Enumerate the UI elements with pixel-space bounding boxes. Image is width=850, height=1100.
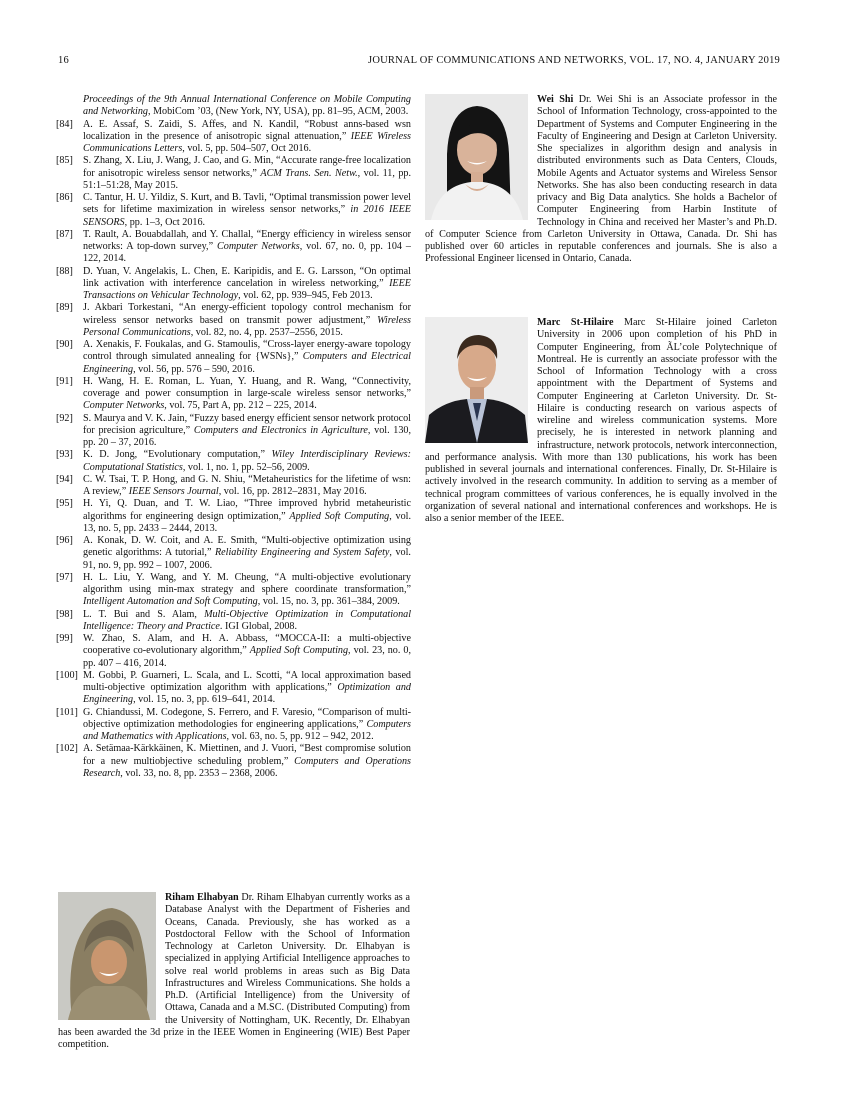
reference-number: [96] (56, 535, 73, 546)
reference-number: [90] (56, 339, 73, 350)
marc-st-hilaire-photo (425, 317, 528, 443)
reference-number: [85] (56, 155, 73, 167)
reference-pre: A. Setämaa-Kärkkäinen, K. Miettinen, and J. Vuori, “Best compromise solution for a new multiobjective scheduling problem,” (83, 743, 411, 767)
reference-text (83, 266, 411, 303)
reference-title: IEEE Sensors Journal (128, 486, 219, 497)
reference-number: [99] (56, 633, 73, 644)
reference-title: IEEE Transactions on Vehicular Technology (83, 277, 411, 301)
reference-text (83, 376, 411, 413)
reference-number: [87] (56, 228, 73, 240)
reference-list (56, 94, 411, 780)
reference-post: , vol. 5, pp. 504–507, Oct 2016. (182, 143, 312, 154)
reference-title: Computer Networks (217, 241, 300, 252)
reference-item (56, 633, 411, 670)
reference-text (56, 94, 411, 119)
reference-post: , vol. 13, no. 5, pp. 2433 – 2444, 2013. (83, 510, 411, 534)
reference-item (56, 155, 411, 192)
page-number: 16 (58, 55, 69, 66)
reference-pre: S. Zhang, X. Liu, J. Wang, J. Cao, and G. Min, “Accurate range-free localization for anisotropic wireless sensor networks,” (83, 155, 411, 179)
reference-number: [88] (56, 265, 73, 277)
reference-text (83, 449, 411, 474)
reference-pre: G. Chiandussi, M. Codegone, S. Ferrero, and F. Varesio, “Comparison of multi-objective optimization methodologies for engineering applications,” (83, 706, 411, 730)
reference-text (83, 229, 411, 266)
reference-title: Computers and Mathematics with Applications (83, 718, 411, 742)
reference-text (83, 413, 411, 450)
reference-number: [97] (56, 571, 73, 583)
reference-post: , vol. 75, Part A, pp. 212 – 225, 2014. (164, 400, 317, 412)
reference-item (56, 572, 411, 609)
reference-text (83, 609, 411, 634)
reference-number: [98] (56, 608, 73, 620)
marc-st-hilaire-name: Marc St-Hilaire (537, 317, 614, 328)
reference-pre: A. Xenakis, F. Foukalas, and G. Stamoulis, “Cross-layer energy-aware topology control through simulated annealing for {WSNs},” (83, 339, 411, 363)
reference-pre: A. Konak, D. W. Coit, and A. E. Smith, “Multi-objective optimization using genetic algorithms: A tutorial,” (83, 535, 411, 559)
reference-post: , vol. 23, no. 0, pp. 407 – 416, 2014. (83, 645, 412, 669)
reference-number: [102] (56, 743, 78, 755)
reference-title: in 2016 IEEE SENSORS (83, 204, 411, 228)
reference-item (56, 94, 411, 119)
reference-post: , vol. 56, pp. 576 – 590, 2016. (133, 363, 255, 375)
reference-post: , vol. 33, no. 8, pp. 2353 – 2368, 2006. (120, 767, 278, 779)
reference-item (56, 498, 411, 535)
reference-post: , vol. 91, no. 9, pp. 992 – 1007, 2006. (83, 547, 411, 571)
reference-pre: A. E. Assaf, S. Zaidi, S. Affes, and N. Kandil, “Robust anns-based wsn localization in the presence of anisotropic signal attenuation,” (83, 118, 411, 142)
reference-pre: S. Maurya and V. K. Jain, “Fuzzy based energy efficient sensor network protocol for precision agriculture,” (83, 412, 411, 436)
reference-item (56, 413, 411, 450)
reference-text (83, 670, 411, 707)
reference-number: [84] (56, 118, 73, 130)
reference-title: Computer Networks (83, 400, 165, 412)
reference-title: Wiley Interdisciplinary Reviews: Computational Statistics (83, 449, 411, 473)
wei-shi-bio-text: Dr. Wei Shi is an Associate professor in the School of Information Technology, cross-appointed to the Department of Systems and Computer Engineering in the Faculty of Engineering and Design at Carleton University. She specializes in algorithm design and analysis in distributed environments such as Data Centers, Clouds, Mobile Agents and Actuator systems and Wireless Sensor Networks. She has also been conducting research in data privacy and Big Data analytics. She holds a Bachelor of Computer Engineering from Harbin Institute of Technology in China and received her Master’s and Ph.D. of Computer Science from Carleton University in Ottawa, Canada. Dr. Shi has published over 60 articles in reputable conferences and journals. She is also a Professional Engineer licensed in Ontario, Canada. (425, 94, 777, 265)
reference-title: Multi-Objective Optimization in Computational Intelligence: Theory and Practice (83, 608, 412, 632)
reference-pre: M. Gobbi, P. Guarneri, L. Scala, and L. Scotti, “A local approximation based multi-objective optimization algorithm with applications,” (83, 669, 411, 693)
riham-elhabyan-name: Riham Elhabyan (165, 892, 239, 903)
reference-number: [93] (56, 449, 73, 461)
reference-post: , pp. 1–3, Oct 2016. (124, 216, 206, 228)
reference-post: , vol. 63, no. 5, pp. 912 – 942, 2012. (226, 731, 374, 742)
reference-post: , vol. 82, no. 4, pp. 2537–2556, 2015. (190, 326, 343, 338)
reference-pre: H. L. Liu, Y. Wang, and Y. M. Cheung, “A multi-objective evolutionary algorithm using min-max strategy and sphere coordinate transformation,” (83, 571, 411, 595)
reference-item (56, 535, 411, 572)
reference-number: [92] (56, 412, 73, 424)
reference-post: , MobiCom ’03, (New York, NY, USA), pp. 81–95, ACM, 2003. (147, 106, 409, 118)
reference-pre: L. T. Bui and S. Alam, (83, 608, 205, 620)
wei-shi-photo (425, 94, 528, 220)
reference-title: Optimization and Engineering (83, 682, 411, 706)
bio-marc-st-hilaire (425, 317, 777, 525)
reference-post: , vol. 1, no. 1, pp. 52–56, 2009. (182, 461, 310, 473)
reference-text (83, 633, 411, 670)
reference-item (56, 449, 411, 474)
reference-pre: J. Akbari Torkestani, “An energy-efficient topology control mechanism for wireless sensor networks based on transmit power adjustment,” (83, 302, 411, 326)
reference-post: , vol. 15, no. 3, pp. 619–641, 2014. (133, 694, 276, 706)
reference-item (56, 743, 411, 780)
reference-post: , vol. 130, pp. 20 – 37, 2016. (83, 424, 411, 448)
reference-item (56, 266, 411, 303)
reference-pre: W. Zhao, S. Alam, and H. A. Abbass, “MOCCA-II: a multi-objective cooperative co-evolutionary algorithm,” (83, 633, 411, 657)
marc-st-hilaire-bio-text: Marc St-Hilaire joined Carleton University in 2006 upon completion of his PhD in Computer Engineering, from ÃL’cole Polytechnique of Montreal. He is currently an associate professor with the School of Information Technology with a cross appointment with the Department of Systems and Computer Engineering at Carleton University. Dr. St-Hilaire is conducting research on various aspects of wireline and wireless communication systems. More precisely, he is interested in network planning and infrastructure, network protocols, network interconnection, and performance analysis. With more than 130 publications, his work has been published in several journals and international conferences. Finally, Dr. St-Hilaire is actively involved in the research community. In addition to serving as a member of technical program committees of various conferences, he is equally involved in the organization of several national and international conferences and workshops. He is also a senior member of the IEEE. (425, 317, 777, 524)
reference-number: [100] (56, 669, 78, 681)
reference-post: , vol. 62, pp. 939–945, Feb 2013. (238, 290, 373, 301)
reference-pre: D. Yuan, V. Angelakis, L. Chen, E. Karipidis, and E. G. Larsson, “On optimal link activation with interference cancelation in wireless networking,” (83, 265, 411, 289)
reference-post: , vol. 11, pp. 51:1–51:28, May 2015. (83, 167, 411, 191)
reference-title: IEEE Wireless Communications Letters (83, 130, 411, 154)
reference-title: Computers and Operations Research (83, 755, 411, 779)
reference-number: [91] (56, 375, 73, 387)
reference-title: Computers and Electronics in Agriculture (193, 424, 368, 436)
reference-title: Computers and Electrical Engineering (83, 351, 411, 375)
reference-title: Reliability Engineering and System Safety (214, 547, 390, 559)
reference-post: , vol. 15, no. 3, pp. 361–384, 2009. (257, 596, 400, 608)
reference-text (83, 192, 411, 229)
reference-pre: C. W. Tsai, T. P. Hong, and G. N. Shiu, “Metaheuristics for the lifetime of wsn: A review,” (83, 473, 411, 497)
reference-number: [86] (56, 192, 73, 203)
reference-number: [89] (56, 302, 73, 314)
reference-post: , vol. 16, pp. 2812–2831, May 2016. (218, 486, 367, 497)
reference-text (83, 155, 411, 192)
reference-item (56, 609, 411, 634)
reference-text (83, 743, 411, 780)
reference-item (56, 474, 411, 499)
reference-pre: H. Wang, H. E. Roman, L. Yuan, Y. Huang, and R. Wang, “Connectivity, coverage and power consumption in large-scale wireless sensor networks,” (83, 375, 411, 399)
reference-text (83, 535, 411, 572)
reference-number: [94] (56, 473, 73, 485)
reference-item (56, 302, 411, 339)
reference-number: [101] (56, 706, 78, 718)
reference-title: ACM Trans. Sen. Netw. (260, 167, 358, 179)
riham-elhabyan-photo (58, 892, 156, 1020)
reference-text (83, 119, 411, 156)
reference-item (56, 339, 411, 376)
reference-text (83, 498, 411, 535)
reference-pre: K. D. Jong, “Evolutionary computation,” (83, 449, 272, 461)
reference-item (56, 192, 411, 229)
bio-riham-elhabyan (58, 892, 410, 1051)
reference-item (56, 229, 411, 266)
journal-header: JOURNAL OF COMMUNICATIONS AND NETWORKS, VOL. 17, NO. 4, JANUARY 2019 (368, 55, 780, 66)
reference-title: Intelligent Automation and Soft Computing (83, 596, 258, 608)
riham-elhabyan-bio-text: Dr. Riham Elhabyan currently works as a Database Analyst with the Department of Fisheries and Oceans, Canada. Previously, she has worked as a Postdoctoral Fellow with the School of Information Technology at Carleton University. Dr. Elhabyan is specialized in applying Artificial Intelligence approaches to solve real world problems in areas such as Big Data Infrastructures and Wireless Communications. She holds a Ph.D. (Artificial Intelligence) from the University of Ottawa, Canada and a M.SC. (Distributed Computing) from the University of Nottingham, UK. Recently, Dr. Elhabyan has been awarded the 3d prize in the IEEE Women in Engineering (WIE) Best Paper competition. (58, 892, 410, 1050)
reference-title: Applied Soft Computing (289, 510, 390, 522)
reference-text (83, 339, 411, 376)
wei-shi-name: Wei Shi (537, 94, 574, 105)
reference-pre: H. Yi, Q. Duan, and T. W. Liao, “Three improved hybrid metaheuristic algorithms for engineering design optimization,” (83, 498, 411, 522)
reference-item (56, 119, 411, 156)
reference-text (83, 302, 411, 339)
reference-title: Wireless Personal Communications (83, 314, 411, 338)
reference-item (56, 376, 411, 413)
reference-post: . IGI Global, 2008. (219, 620, 297, 632)
reference-pre: T. Rault, A. Bouabdallah, and Y. Challal, “Energy efficiency in wireless sensor networks: A top-down survey,” (83, 228, 411, 252)
reference-title: Applied Soft Computing (249, 645, 349, 657)
reference-number: [95] (56, 498, 73, 510)
reference-item (56, 707, 411, 744)
reference-title: Proceedings of the 9th Annual International Conference on Mobile Computing and Networking (83, 94, 411, 118)
bio-wei-shi (425, 94, 777, 266)
reference-text (83, 474, 411, 499)
reference-pre: C. Tantur, H. U. Yildiz, S. Kurt, and B. Tavli, “Optimal transmission power level sets for lifetime maximization in wireless sensor networks,” (83, 192, 411, 216)
reference-text (83, 707, 411, 744)
reference-item (56, 670, 411, 707)
reference-post: , vol. 67, no. 0, pp. 104 – 122, 2014. (83, 241, 411, 265)
reference-text (83, 572, 411, 609)
